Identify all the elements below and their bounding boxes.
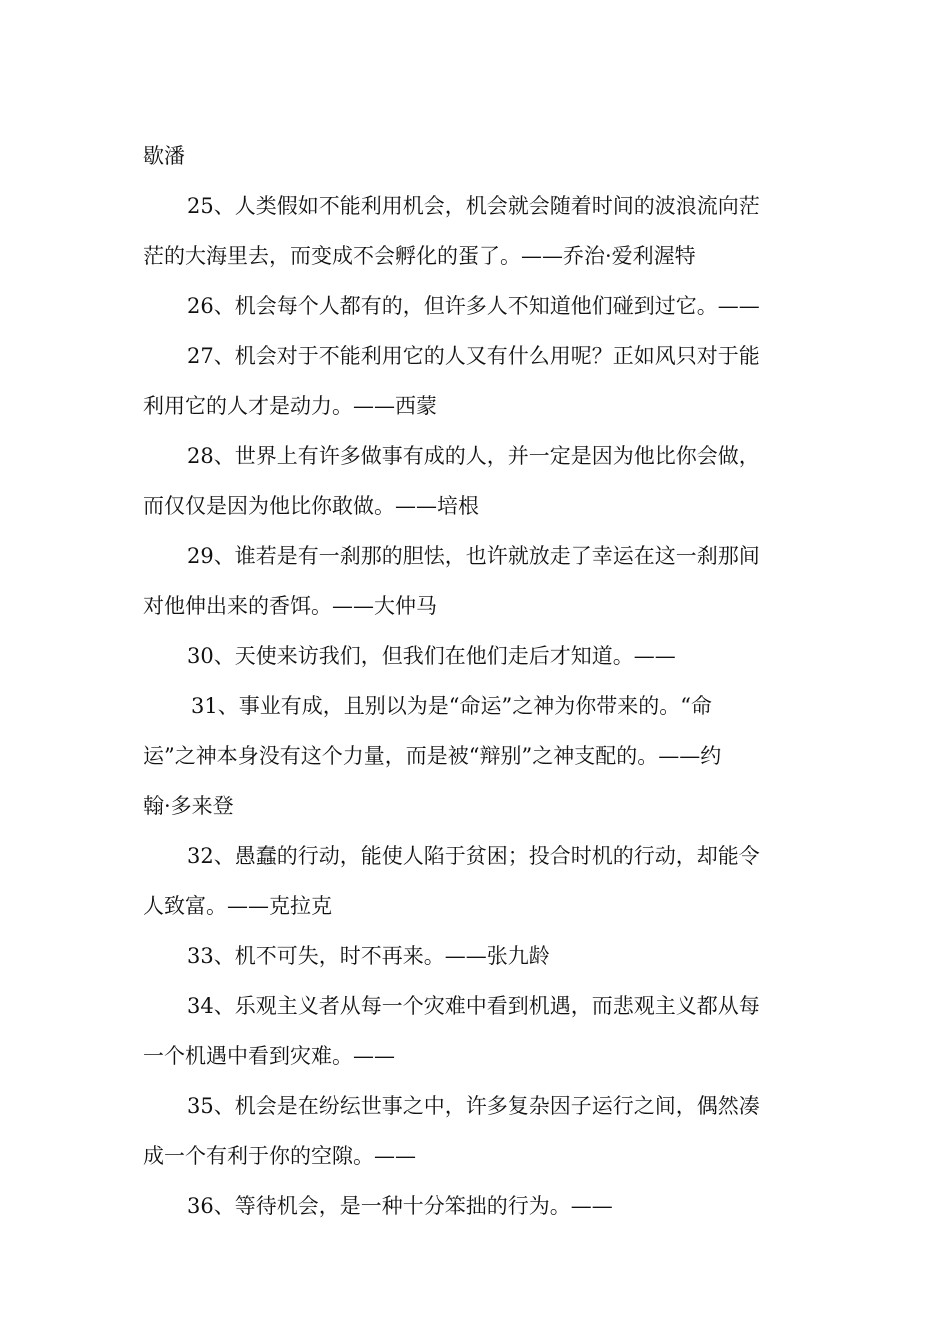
text-line: 34、乐观主义者从每一个灾难中看到机遇，而悲观主义都从每 [187,994,760,1018]
text-line: 26、机会每个人都有的，但许多人不知道他们碰到过它。—— [187,294,760,318]
text-line: 一个机遇中看到灾难。—— [143,1044,395,1068]
text-line: 歇潘 [143,144,185,168]
text-line: 33、机不可失，时不再来。——张九龄 [187,944,550,968]
text-line: 28、世界上有许多做事有成的人，并一定是因为他比你会做， [187,444,760,468]
text-line: 30、天使来访我们，但我们在他们走后才知道。—— [187,644,676,668]
text-line: 25、人类假如不能利用机会，机会就会随着时间的波浪流向茫 [187,194,760,218]
text-line: 35、机会是在纷纭世事之中，许多复杂因子运行之间，偶然凑 [187,1094,760,1118]
text-line: 运”之神本身没有这个力量，而是被“辩别”之神支配的。——约 [143,744,722,768]
text-line: 36、等待机会，是一种十分笨拙的行为。—— [187,1194,613,1218]
text-line: 32、愚蠢的行动，能使人陷于贫困；投合时机的行动，却能令 [187,844,760,868]
text-line: 成一个有利于你的空隙。—— [143,1144,416,1168]
text-line: 对他伸出来的香饵。——大仲马 [143,594,437,618]
text-line: 29、谁若是有一刹那的胆怯，也许就放走了幸运在这一刹那间 [187,544,760,568]
text-line: 27、机会对于不能利用它的人又有什么用呢？正如风只对于能 [187,344,760,368]
text-line: 而仅仅是因为他比你敢做。——培根 [143,494,479,518]
text-line: 利用它的人才是动力。——西蒙 [143,394,437,418]
text-line: 31、事业有成，且别以为是“命运”之神为你带来的。“命 [191,694,712,718]
text-line: 人致富。——克拉克 [143,894,332,918]
document-body [143,131,807,1231]
text-line: 翰·多来登 [143,794,234,818]
text-line: 茫的大海里去，而变成不会孵化的蛋了。——乔治·爱利渥特 [143,244,696,268]
